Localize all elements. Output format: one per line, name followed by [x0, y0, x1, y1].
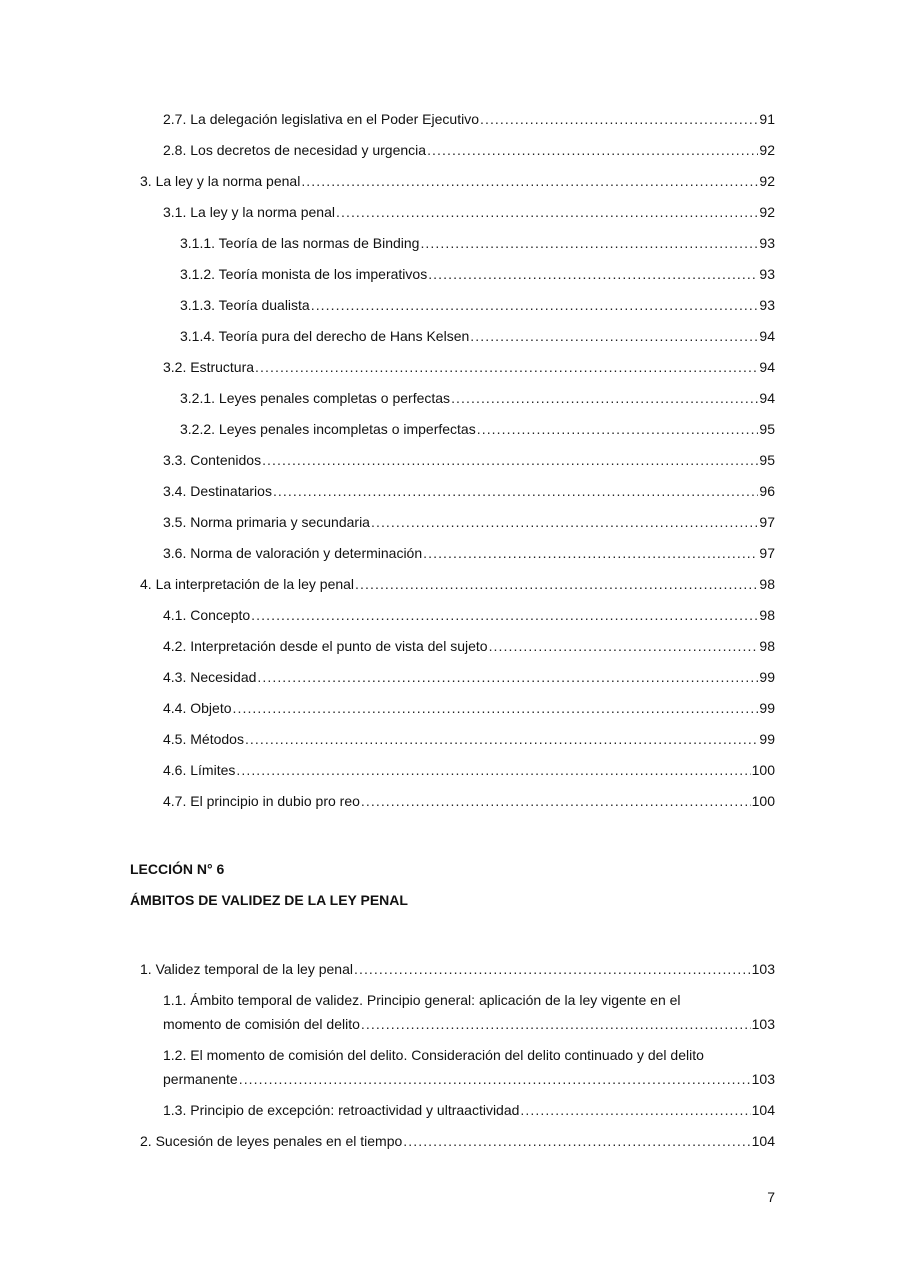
toc-entry[interactable]	[163, 697, 775, 717]
toc-entry-text: 4.2. Interpretación desde el punto de vista del sujeto	[163, 638, 488, 654]
toc-entry[interactable]	[140, 573, 775, 593]
toc-leader	[480, 110, 758, 128]
toc-entry-text: 3.1.2. Teoría monista de los imperativos	[180, 266, 428, 282]
toc-leader	[489, 637, 759, 655]
toc-page-number: 104	[751, 1102, 775, 1118]
toc-entry-text: 3.1.4. Teoría pura del derecho de Hans Kelsen	[180, 328, 470, 344]
toc-entry[interactable]	[163, 1013, 775, 1033]
toc-entry[interactable]	[163, 449, 775, 469]
lesson-title: ÁMBITOS DE VALIDEZ DE LA LEY PENAL	[130, 892, 408, 908]
toc-entry[interactable]	[180, 232, 775, 252]
toc-leader	[520, 1101, 750, 1119]
toc-entry-text: 3. La ley y la norma penal	[140, 173, 301, 189]
toc-page-number: 103	[751, 1071, 775, 1087]
toc-entry[interactable]	[180, 263, 775, 283]
toc-leader	[255, 358, 758, 376]
toc-entry[interactable]	[180, 325, 775, 345]
toc-entry-text: 4.6. Límites	[163, 762, 236, 778]
toc-page-number: 99	[759, 669, 775, 685]
toc-page-number: 104	[751, 1133, 775, 1149]
toc-entry[interactable]	[163, 759, 775, 779]
toc-entry[interactable]	[163, 790, 775, 810]
toc-entry[interactable]	[140, 1130, 775, 1150]
toc-page-number: 93	[759, 297, 775, 313]
toc-entry[interactable]	[163, 1099, 775, 1119]
toc-entry[interactable]	[163, 480, 775, 500]
toc-entry-text: 3.1. La ley y la norma penal	[163, 204, 335, 220]
toc-page-number: 91	[759, 111, 775, 127]
toc-page-number: 92	[759, 142, 775, 158]
toc-page-number: 94	[759, 359, 775, 375]
toc-entry-text: 1. Validez temporal de la ley penal	[140, 961, 353, 977]
toc-entry-text: 3.4. Destinatarios	[163, 483, 272, 499]
toc-entry[interactable]	[163, 511, 775, 531]
toc-page-number: 99	[759, 700, 775, 716]
toc-entry[interactable]	[163, 635, 775, 655]
toc-leader	[403, 1132, 750, 1150]
lesson-number: LECCIÓN N° 6	[130, 861, 225, 877]
toc-leader	[311, 296, 759, 314]
toc-page-number: 100	[751, 762, 775, 778]
toc-page-number: 96	[759, 483, 775, 499]
toc-entry[interactable]	[140, 958, 775, 978]
toc-leader	[262, 451, 758, 469]
toc-entry-text: 3.1.3. Teoría dualista	[180, 297, 310, 313]
toc-entry-text: 4.5. Métodos	[163, 731, 244, 747]
toc-entry-text: 3.5. Norma primaria y secundaria	[163, 514, 370, 530]
toc-page-number: 94	[759, 390, 775, 406]
toc-entry-text: 2.8. Los decretos de necesidad y urgencia	[163, 142, 427, 158]
toc-entry-line1[interactable]: 1.2. El momento de comisión del delito. Consideración del delito continuado y del delito	[163, 1047, 704, 1063]
toc-page-number: 94	[759, 328, 775, 344]
toc-leader	[236, 761, 750, 779]
toc-entry-text: 3.2.1. Leyes penales completas o perfectas	[180, 390, 451, 406]
toc-leader	[361, 1015, 751, 1033]
toc-entry-text: 4.1. Concepto	[163, 607, 251, 623]
toc-entry[interactable]	[163, 728, 775, 748]
toc-leader	[251, 606, 758, 624]
toc-leader	[245, 730, 758, 748]
toc-entry[interactable]	[163, 108, 775, 128]
toc-page-number: 95	[759, 452, 775, 468]
toc-page-number: 97	[759, 545, 775, 561]
toc-entry[interactable]	[180, 294, 775, 314]
toc-entry-text: 3.6. Norma de valoración y determinación	[163, 545, 423, 561]
toc-entry[interactable]	[163, 604, 775, 624]
toc-page-number: 92	[759, 173, 775, 189]
toc-page-number: 93	[759, 235, 775, 251]
toc-entry-text: 4.3. Necesidad	[163, 669, 257, 685]
toc-entry[interactable]	[180, 387, 775, 407]
toc-entry-text: momento de comisión del delito	[163, 1016, 360, 1032]
toc-page-number: 103	[751, 961, 775, 977]
toc-page-number: 103	[751, 1016, 775, 1032]
toc-page-number: 100	[751, 793, 775, 809]
toc-leader	[301, 172, 758, 190]
toc-page-number: 99	[759, 731, 775, 747]
toc-entry-text: 4.7. El principio in dubio pro reo	[163, 793, 360, 809]
toc-page-number: 98	[759, 576, 775, 592]
toc-page-number: 97	[759, 514, 775, 530]
toc-entry[interactable]	[180, 418, 775, 438]
toc-leader	[451, 389, 758, 407]
toc-leader	[423, 544, 758, 562]
toc-entry[interactable]	[163, 666, 775, 686]
toc-entry-text: 4.4. Objeto	[163, 700, 232, 716]
toc-page-number: 95	[759, 421, 775, 437]
toc-leader	[336, 203, 758, 221]
toc-page-number: 93	[759, 266, 775, 282]
toc-leader	[477, 420, 759, 438]
toc-leader	[427, 141, 758, 159]
toc-leader	[257, 668, 758, 686]
toc-leader	[233, 699, 759, 717]
toc-entry-text: 4. La interpretación de la ley penal	[140, 576, 355, 592]
toc-entry-text: 3.2.2. Leyes penales incompletas o imperfectas	[180, 421, 476, 437]
toc-leader	[273, 482, 758, 500]
toc-entry[interactable]	[163, 542, 775, 562]
toc-entry-text: 3.3. Contenidos	[163, 452, 262, 468]
toc-entry-text: 2. Sucesión de leyes penales en el tiempo	[140, 1133, 403, 1149]
toc-leader	[361, 792, 751, 810]
toc-leader	[428, 265, 758, 283]
toc-entry-text: 3.1.1. Teoría de las normas de Binding	[180, 235, 420, 251]
toc-entry[interactable]	[163, 356, 775, 376]
toc-leader	[420, 234, 758, 252]
toc-entry[interactable]	[163, 201, 775, 221]
toc-leader	[354, 960, 751, 978]
toc-leader	[239, 1070, 751, 1088]
page-number: 7	[767, 1189, 775, 1205]
toc-page-number: 98	[759, 638, 775, 654]
toc-leader	[355, 575, 758, 593]
toc-entry[interactable]	[163, 1068, 775, 1088]
toc-leader	[470, 327, 758, 345]
toc-entry[interactable]	[163, 139, 775, 159]
toc-entry-text: permanente	[163, 1071, 238, 1087]
toc-page-number: 98	[759, 607, 775, 623]
toc-page-number: 92	[759, 204, 775, 220]
toc-entry-text: 2.7. La delegación legislativa en el Poder Ejecutivo	[163, 111, 479, 127]
toc-entry-line1[interactable]: 1.1. Ámbito temporal de validez. Principio general: aplicación de la ley vigente en el	[163, 992, 681, 1008]
toc-entry-text: 1.3. Principio de excepción: retroactividad y ultraactividad	[163, 1102, 520, 1118]
toc-entry[interactable]	[140, 170, 775, 190]
toc-leader	[371, 513, 758, 531]
toc-entry-text: 3.2. Estructura	[163, 359, 255, 375]
